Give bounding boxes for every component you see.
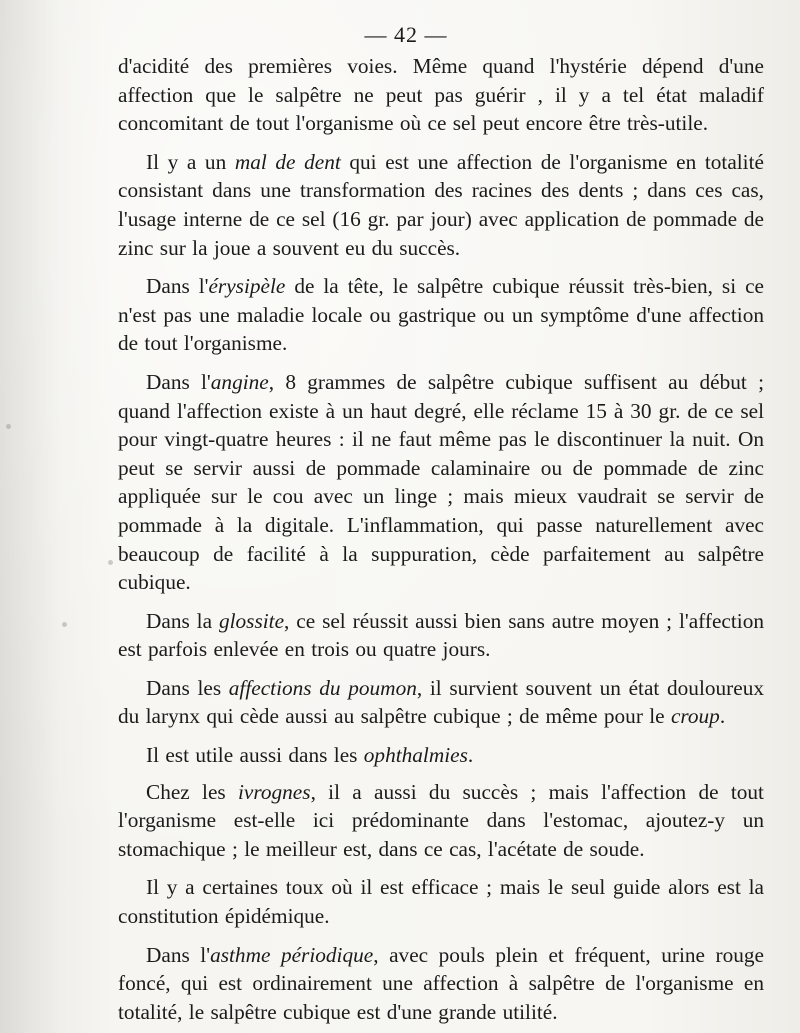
text-run: Dans l' — [146, 942, 211, 967]
page-text-body — [118, 52, 764, 1026]
paragraph — [118, 368, 764, 597]
page-spine-shadow — [0, 0, 60, 1033]
paragraph — [118, 778, 764, 864]
italic-term: mal de dent — [234, 149, 341, 174]
italic-term: asthme périodique — [210, 942, 374, 967]
text-run: qui est une affection de l'organisme en totalité consistant dans une transformation des racines des dents ; dans ces cas, l'usage interne de ce sel (16 gr. par jour) avec application de pommade de zinc sur la joue a souvent eu du succès. — [118, 149, 764, 260]
paper-speck — [6, 424, 11, 429]
text-run: Chez les — [146, 779, 238, 804]
text-run: de la tête, le salpêtre cubique réussit très-bien, si ce n'est pas une maladie locale ou gastrique ou un symptôme d'une affection de tout l'organisme. — [118, 274, 764, 356]
text-run: Dans l' — [146, 274, 209, 299]
text-run: Dans les — [146, 675, 229, 700]
italic-term: érysipèle — [208, 274, 286, 299]
italic-term: ophthalmies — [363, 743, 468, 768]
text-run: , il a aussi du succès ; mais l'affection de tout l'organisme est-elle ici prédominante dans l'estomac, ajoutez-y un stomachique ; le meilleur est, dans ce cas, l'acétate de soude. — [118, 779, 764, 861]
text-run: Il est utile aussi dans les — [146, 743, 364, 768]
paragraph — [118, 674, 764, 731]
paragraph — [118, 741, 764, 770]
text-run: Dans la — [146, 608, 219, 633]
italic-term: angine — [210, 369, 269, 394]
italic-term: affections du poumon — [228, 675, 417, 700]
paragraph — [118, 52, 764, 138]
text-run: , ce sel réussit aussi bien sans autre moyen ; l'affection est parfois enlevée en trois ou quatre jours. — [118, 608, 764, 662]
paper-speck — [62, 622, 67, 627]
paragraph — [118, 941, 764, 1027]
text-run: . — [467, 743, 474, 768]
paper-speck — [108, 560, 113, 565]
paragraph — [118, 272, 764, 358]
text-run: Il y a certaines toux où il est efficace ; mais le seul guide alors est la constitution épidémique. — [118, 875, 764, 929]
text-run: . — [719, 704, 726, 729]
text-run: d'acidité des premières voies. Même quand l'hystérie dépend d'une affection que le salpêtre ne peut pas guérir , il y a tel état maladif concomitant de tout l'organisme où ce sel peut encore être très-utile. — [118, 54, 764, 136]
paragraph — [118, 607, 764, 664]
text-run: Il y a un — [146, 149, 235, 174]
text-run: , 8 grammes de salpêtre cubique suffisent au début ; quand l'affection existe à un haut degré, elle réclame 15 à 30 gr. de ce sel pour vingt-quatre heures : il ne faut même pas le discontinuer la nuit. On peut se servir aussi de pommade calaminaire ou de pommade de zinc appliquée sur le cou avec un linge ; mais mieux vaudrait se servir de pommade à la digitale. L'inflammation, qui passe naturellement avec beaucoup de facilité à la suppuration, cède parfaitement au salpêtre cubique. — [118, 369, 765, 595]
text-run: , avec pouls plein et fréquent, urine rouge foncé, qui est ordinairement une affection à salpêtre de l'organisme en totalité, le salpêtre cubique est d'une grande utilité. — [118, 942, 764, 1024]
page-number: — 42 — — [364, 22, 448, 47]
italic-term: ivrognes — [238, 779, 311, 804]
italic-term: glossite — [218, 608, 285, 633]
text-run: , il survient souvent un état douloureux du larynx qui cède aussi au salpêtre cubique ; de même pour le — [118, 675, 764, 729]
italic-term: croup — [670, 704, 720, 729]
text-run: Dans l' — [146, 369, 211, 394]
paragraph — [118, 148, 764, 262]
paragraph — [118, 873, 764, 930]
